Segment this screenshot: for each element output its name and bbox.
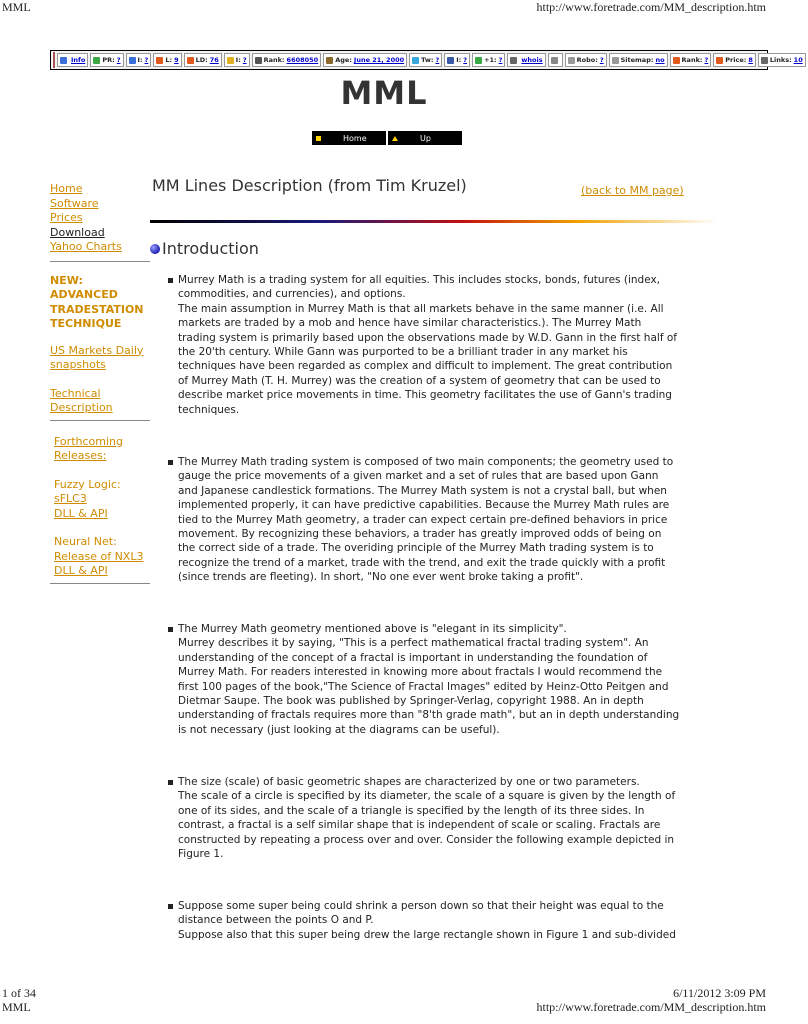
paragraph-text <box>178 899 718 942</box>
up-arrow-icon <box>392 136 398 141</box>
back-to-mm-link[interactable]: (back to MM page) <box>581 184 684 197</box>
toolbar-item-icon <box>255 57 262 64</box>
sidebar-link-dll-api-1[interactable]: DLL & API <box>54 506 108 520</box>
sidebar-link-dll-api-2[interactable]: DLL & API <box>54 564 108 577</box>
toolbar-item-icon <box>156 57 163 64</box>
toolbar-item-icon <box>716 57 723 64</box>
toolbar-item-icon <box>326 57 333 64</box>
toolbar-item[interactable] <box>472 53 505 67</box>
toolbar-item-icon <box>612 57 619 64</box>
toolbar-item-value[interactable]: June 21, 2000 <box>353 56 405 64</box>
blue-ball-icon <box>150 244 160 254</box>
toolbar-item-value[interactable]: ? <box>242 56 247 64</box>
toolbar-item-label: Sitemap: <box>620 56 654 64</box>
print-page-number: 1 of 34 <box>2 986 36 1000</box>
para-line: understanding of the concept of a fractal is important in understanding the foundation of <box>178 651 648 664</box>
para-line: the 20'th century. While Gann was purported to be a brilliant trader in any market his <box>178 346 628 359</box>
toolbar-item[interactable] <box>323 53 407 67</box>
toolbar-item-icon <box>475 57 482 64</box>
sidebar-divider <box>50 261 150 262</box>
toolbar-item-label: L: <box>165 56 173 64</box>
sidebar <box>50 182 154 590</box>
forthcoming-line2: Releases: <box>54 449 107 462</box>
toolbar-item-label: I: <box>456 56 462 64</box>
para-line: Suppose some super being could shrink a person down so that their height was equal to the <box>178 900 664 912</box>
toolbar-item-label: Age: <box>335 56 352 64</box>
toolbar-item-icon <box>129 57 136 64</box>
para-line: The size (scale) of basic geometric shapes are characterized by one or two parameters. <box>178 776 640 788</box>
toolbar-item-icon <box>551 57 558 64</box>
toolbar-item[interactable] <box>670 53 712 67</box>
para-line: contrast, a fractal is a self similar shape that is independent of scale or scaling. Fractals are <box>178 819 661 832</box>
sidebar-link-prices[interactable]: Prices <box>50 211 83 224</box>
paragraph-5 <box>168 899 718 942</box>
toolbar-item[interactable] <box>126 53 152 67</box>
sidebar-link-us-markets[interactable] <box>50 344 154 373</box>
para-line: recognize the trend of a market, trade with the trend, and exit the trade quickly with a profit <box>178 556 666 569</box>
new-label-2: ADVANCED <box>50 288 118 301</box>
toolbar-item-value[interactable]: 76 <box>209 56 219 64</box>
toolbar-item-label: I: <box>137 56 143 64</box>
para-line: trading system is primarily based upon the observations made by W.D. Gann in the first half of <box>178 331 677 344</box>
sidebar-link-software[interactable]: Software <box>50 196 99 210</box>
sidebar-link-download[interactable]: Download <box>50 225 105 239</box>
para-line: implemented properly, it can have predictive capabilities. Because the Murrey Math rules are <box>178 499 670 512</box>
toolbar-item[interactable] <box>184 53 222 67</box>
toolbar-item-label: Price: <box>725 56 747 64</box>
para-line: Suppose also that this super being drew the large rectangle shown in Figure 1 and sub-divided <box>178 928 676 941</box>
toolbar-item-value[interactable]: ? <box>435 56 440 64</box>
us-markets-line1: US Markets Daily <box>50 343 144 357</box>
sidebar-link-technical[interactable] <box>50 387 154 416</box>
toolbar-item-icon <box>510 57 517 64</box>
toolbar-item-value[interactable]: 6608050 <box>286 56 319 64</box>
toolbar-item-icon <box>227 57 234 64</box>
para-line: understanding of fractals requires more than "8'th grade math", but an in depth understanding <box>178 709 680 722</box>
toolbar-item-value[interactable]: ? <box>144 56 149 64</box>
technical-line2: Description <box>50 401 113 414</box>
toolbar-item[interactable] <box>444 53 470 67</box>
para-line: the correct side of a trade. The overiding principle of the Murrey Math trading system is to <box>178 542 654 555</box>
toolbar-item-label: +1: <box>484 56 497 64</box>
para-line: gauge the price movements of a given market and a set of rules that are based upon Gann <box>178 470 659 483</box>
paragraph-3 <box>168 622 718 737</box>
toolbar-item-icon <box>761 57 768 64</box>
print-header-title: MML <box>2 0 31 14</box>
seo-toolbar <box>50 50 803 70</box>
toolbar-item[interactable] <box>409 53 442 67</box>
para-line: (since trends are fleeting). In short, "No one ever went broke taking a profit". <box>178 571 584 584</box>
para-line: commodities, and currencies), and options. <box>178 288 406 301</box>
square-bullet-icon <box>168 627 173 632</box>
print-header-url: http://www.foretrade.com/MM_description.htm <box>536 0 766 14</box>
nav-home-label: Home <box>343 133 367 143</box>
para-line: first 100 pages of the book,"The Science of Fractal Images" edited by Heinz-Otto Peitgen and <box>178 680 669 693</box>
sidebar-link-home[interactable]: Home <box>50 182 83 195</box>
toolbar-item-icon <box>60 57 67 64</box>
toolbar-item-label: Tw: <box>421 56 434 64</box>
nav-home-button[interactable] <box>312 131 386 145</box>
paragraph-4 <box>168 775 718 861</box>
paragraph-1 <box>168 273 718 417</box>
toolbar-item-icon <box>673 57 680 64</box>
toolbar-item-value[interactable]: 9 <box>174 56 179 64</box>
toolbar-item[interactable] <box>548 53 563 67</box>
square-bullet-icon <box>168 780 173 785</box>
intro-heading <box>150 239 259 258</box>
paragraph-text <box>178 775 718 861</box>
print-datetime: 6/11/2012 3:09 PM <box>673 986 766 1000</box>
toolbar-item[interactable] <box>57 53 88 67</box>
toolbar-item[interactable] <box>507 53 545 67</box>
para-line: movement. By recognizing these behaviors, a trader has greatly improved odds of being on <box>178 528 662 541</box>
toolbar-item[interactable] <box>153 53 181 67</box>
toolbar-item-value[interactable]: whois <box>521 56 543 64</box>
toolbar-item-label: Rank: <box>263 56 285 64</box>
gradient-divider <box>150 220 718 223</box>
toolbar-item[interactable] <box>565 53 607 67</box>
toolbar-item-value[interactable]: ? <box>704 56 709 64</box>
para-line: is not necessary (just looking at the diagrams can be useful). <box>178 723 500 736</box>
square-bullet-icon <box>168 904 173 909</box>
toolbar-item[interactable] <box>224 53 250 67</box>
para-line: techniques have been regarded as complex and difficult to implement. The great contribution <box>178 360 673 373</box>
toolbar-item-value[interactable]: 8 <box>748 56 753 64</box>
toolbar-item-label: Rank: <box>681 56 703 64</box>
para-line: techniques. <box>178 403 240 416</box>
toolbar-item-value[interactable]: ? <box>498 56 503 64</box>
square-bullet-icon <box>316 136 321 141</box>
new-label-4: TECHNIQUE <box>50 317 122 330</box>
toolbar-item-label: Links: <box>769 56 792 64</box>
print-footer-url: http://www.foretrade.com/MM_description.htm <box>536 1000 766 1014</box>
para-line: constructed by repeating a process over and over. Consider the following example depicted in <box>178 833 675 846</box>
neural-net-label: Neural Net: <box>54 535 117 548</box>
intro-heading-text: Introduction <box>162 239 259 258</box>
square-bullet-icon <box>168 460 173 465</box>
toolbar-item-value[interactable]: ? <box>116 56 121 64</box>
toolbar-item-value[interactable]: ? <box>599 56 604 64</box>
toolbar-item[interactable] <box>252 53 322 67</box>
para-line: Dietmar Saupe. The book was published by Springer-Verlag, copyright 1988. An in depth <box>178 695 644 708</box>
toolbar-item-value[interactable]: no <box>655 56 665 64</box>
forthcoming-line1: Forthcoming <box>54 434 123 448</box>
print-header <box>0 0 768 14</box>
toolbar-item-label: LD: <box>195 56 208 64</box>
para-line: Murrey Math is a trading system for all equities. This includes stocks, bonds, futures (index, <box>178 274 661 286</box>
sidebar-divider <box>50 420 150 421</box>
paragraph-text <box>178 455 718 585</box>
sidebar-link-nxl3[interactable]: Release of NXL3 <box>54 549 144 563</box>
sidebar-link-yahoo-charts[interactable]: Yahoo Charts <box>50 240 122 253</box>
new-label: NEW: <box>50 273 83 287</box>
print-footer <box>0 984 768 1024</box>
square-bullet-icon <box>168 278 173 283</box>
para-line: markets are traded by a mob and hence have similar characteristics.). The Murrey Math <box>178 317 642 330</box>
para-line: and Japanese candlestick formations. The Murrey Math system is not a crystal ball, but when <box>178 484 667 497</box>
toolbar-item[interactable] <box>90 53 123 67</box>
sidebar-divider <box>50 583 150 584</box>
para-line: of Murrey Math (T. H. Murrey) was the creation of a system of geometry that can be used to <box>178 374 661 387</box>
top-nav <box>312 131 462 145</box>
para-line: describe market price movements in time. This geometry facilitates the use of Gann's trading <box>178 389 672 402</box>
toolbar-item[interactable] <box>713 53 756 67</box>
paragraph-text <box>178 622 718 737</box>
paragraph-2 <box>168 455 718 585</box>
toolbar-item-value[interactable]: Info <box>71 56 86 64</box>
site-title: MML <box>340 74 428 112</box>
technical-line1: Technical <box>50 386 101 400</box>
para-line: The scale of a circle is specified by its diameter, the scale of a square is given by the length of <box>178 790 676 803</box>
toolbar-item-label: Robo: <box>576 56 598 64</box>
para-line: one of its sides, and the scale of a triangle is specified by the length of its three sides. In <box>178 804 645 817</box>
sidebar-link-sflc3[interactable]: sFLC3 <box>54 492 87 505</box>
new-label-3: TRADESTATION <box>50 302 144 316</box>
forthcoming-section <box>50 435 154 579</box>
toolbar-item[interactable] <box>758 53 806 67</box>
page-title: MM Lines Description (from Tim Kruzel) <box>152 176 467 195</box>
para-line: Figure 1. <box>178 848 224 861</box>
toolbar-item-label: PR: <box>102 56 115 64</box>
toolbar-item-label: I: <box>235 56 241 64</box>
nav-up-label: Up <box>420 133 431 143</box>
para-line: distance between the points O and P. <box>178 914 374 927</box>
sidebar-new-technique[interactable] <box>50 274 154 332</box>
toolbar-item-icon <box>187 57 194 64</box>
para-line: The Murrey Math geometry mentioned above is "elegant in its simplicity". <box>178 623 567 635</box>
toolbar-item-icon <box>412 57 419 64</box>
toolbar-item-icon <box>93 57 100 64</box>
toolbar-logo-icon[interactable] <box>53 52 55 68</box>
nav-up-button[interactable] <box>388 131 462 145</box>
para-line: The Murrey Math trading system is composed of two main components; the geometry used to <box>178 456 674 468</box>
print-footer-title: MML <box>2 1000 31 1014</box>
sidebar-link-forthcoming[interactable] <box>54 435 154 464</box>
para-line: Murrey describes it by saying, "This is a perfect mathematical fractal trading system". An <box>178 637 649 650</box>
toolbar-item-value[interactable]: ? <box>463 56 468 64</box>
toolbar-item-icon <box>447 57 454 64</box>
fuzzy-logic-label: Fuzzy Logic: <box>54 477 121 491</box>
toolbar-item-icon <box>568 57 575 64</box>
us-markets-line2: snapshots <box>50 358 106 371</box>
toolbar-item[interactable] <box>609 53 668 67</box>
para-line: Murrey Math. For readers interested in knowing more about fractals I would recommend the <box>178 666 663 679</box>
toolbar-item-value[interactable]: 10 <box>793 56 803 64</box>
para-line: The main assumption in Murrey Math is that all markets behave in the same manner (i.e. All <box>178 302 664 315</box>
paragraph-text <box>178 273 718 417</box>
para-line: tied to the Murrey Math geometry, a trader can expect certain pre-defined behaviors in price <box>178 513 668 526</box>
